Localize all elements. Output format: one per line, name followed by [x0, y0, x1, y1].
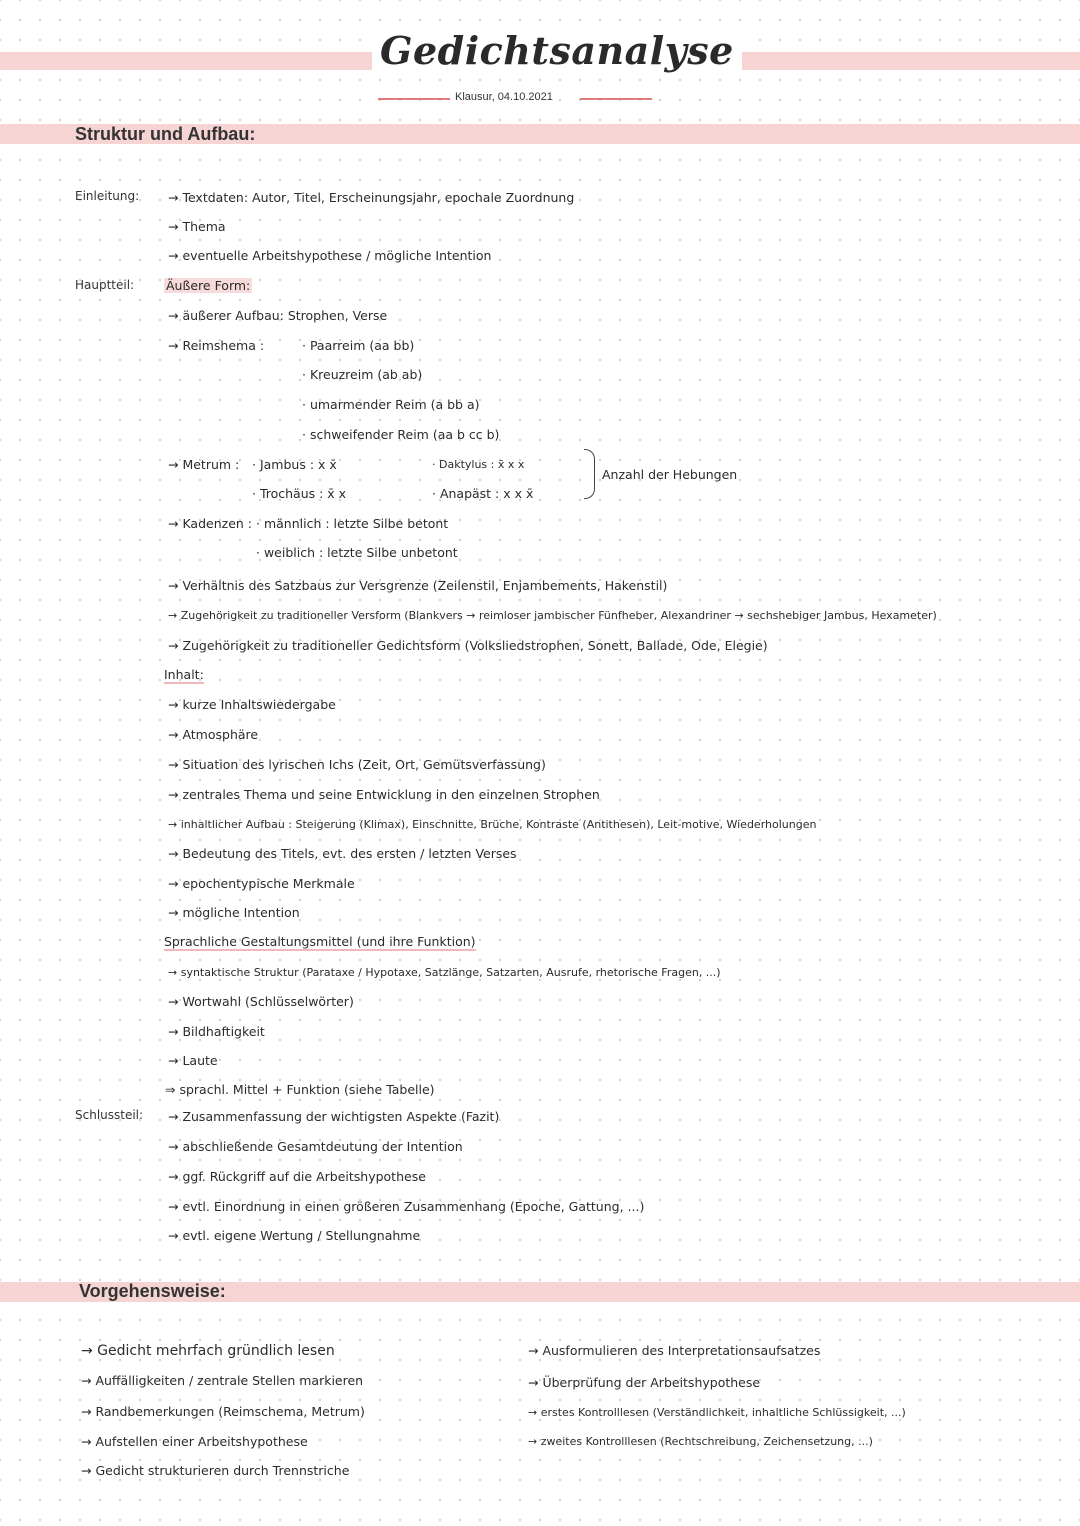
einleitung-label: Einleitung:	[75, 189, 140, 203]
procedure-item: → Randbemerkungen (Reimschema, Metrum)	[81, 1404, 365, 1419]
structure-heading: Struktur und Aufbau:	[75, 124, 256, 144]
reimschema-item: · Paarreim (aa bb)	[302, 338, 415, 353]
list-item: → Bedeutung des Titels, evt. des ersten / letzten Verses	[168, 846, 517, 861]
subtitle-rule-right	[580, 98, 652, 100]
procedure-item: → Gedicht mehrfach gründlich lesen	[81, 1343, 335, 1359]
metrum-item: · Jambus : x x̄	[252, 457, 337, 472]
sprachliche-heading	[164, 933, 476, 951]
list-item: → Zugehörigkeit zu traditioneller Gedichtsform (Volksliedstrophen, Sonett, Ballade, Ode, Elegie)	[168, 638, 768, 653]
reimschema-item: · Kreuzreim (ab ab)	[302, 367, 423, 382]
procedure-item: → Aufstellen einer Arbeitshypothese	[81, 1434, 308, 1449]
sprachliche-text: Sprachliche Gestaltungsmittel (und ihre Funktion)	[164, 934, 476, 949]
procedure-heading: Vorgehensweise:	[79, 1281, 226, 1301]
list-item: ⇒ sprachl. Mittel + Funktion (siehe Tabelle)	[165, 1082, 435, 1097]
list-item: → eventuelle Arbeitshypothese / mögliche Intention	[168, 248, 492, 263]
metrum-item: · Daktylus : x̄ x x	[432, 458, 525, 471]
list-item: → epochentypische Merkmale	[168, 876, 355, 891]
list-item: → Zugehörigkeit zu traditioneller Versform (Blankvers → reimloser jambischer Fünfheber, Alexandriner → sechshebiger Jambus, Hexameter)	[168, 609, 937, 622]
list-item: → Atmosphäre	[168, 727, 259, 742]
page-subtitle: Klausur, 04.10.2021	[452, 91, 556, 103]
list-item: → Textdaten: Autor, Titel, Erscheinungsjahr, epochale Zuordnung	[168, 190, 575, 205]
subtitle-rule-left	[378, 98, 450, 100]
list-item: → kurze Inhaltswiedergabe	[168, 697, 336, 712]
kadenzen-item: · weiblich : letzte Silbe unbetont	[256, 545, 458, 560]
metrum-label: → Metrum :	[168, 457, 240, 472]
metrum-item: · Trochäus : x̄ x	[252, 486, 347, 501]
reimschema-item: · umarmender Reim (a bb a)	[302, 397, 480, 412]
procedure-item: → Auffälligkeiten / zentrale Stellen markieren	[81, 1373, 364, 1388]
kadenzen-label: → Kadenzen :	[168, 516, 252, 531]
page-title: Gedichtsanalyse	[372, 28, 742, 73]
reimschema-item: · schweifender Reim (aa b cc b)	[302, 427, 500, 442]
list-item: → Bildhaftigkeit	[168, 1024, 265, 1039]
aeussere-form-heading	[164, 277, 252, 295]
list-item: → Situation des lyrischen Ichs (Zeit, Ort, Gemütsverfassung)	[168, 757, 546, 772]
list-item: → Laute	[168, 1053, 218, 1068]
kadenzen-item: · männlich : letzte Silbe betont	[256, 516, 449, 531]
procedure-item: → Ausformulieren des Interpretationsaufsatzes	[528, 1343, 821, 1358]
list-item: → Zusammenfassung der wichtigsten Aspekte (Fazit)	[168, 1109, 500, 1124]
list-item: → abschließende Gesamtdeutung der Intention	[168, 1139, 463, 1154]
list-item: → zentrales Thema und seine Entwicklung in den einzelnen Strophen	[168, 787, 600, 802]
list-item: → Thema	[168, 219, 226, 234]
procedure-item: → zweites Kontrolllesen (Rechtschreibung, Zeichensetzung, ...)	[528, 1435, 873, 1448]
inhalt-text: Inhalt:	[164, 667, 204, 682]
metrum-note: Anzahl der Hebungen	[602, 467, 738, 482]
list-item: → syntaktische Struktur (Parataxe / Hypotaxe, Satzlänge, Satzarten, Ausrufe, rhetorische Fragen, ...)	[168, 966, 721, 979]
list-item: → ggf. Rückgriff auf die Arbeitshypothese	[168, 1169, 426, 1184]
procedure-item: → Überprüfung der Arbeitshypothese	[528, 1375, 761, 1390]
reimschema-label: → Reimshema :	[168, 338, 265, 353]
procedure-item: → Gedicht strukturieren durch Trennstriche	[81, 1463, 350, 1478]
schlussteil-label: Schlussteil:	[75, 1108, 144, 1122]
list-item: → Verhältnis des Satzbaus zur Versgrenze (Zeilenstil, Enjambements, Hakenstil)	[168, 578, 668, 593]
list-item: → evtl. Einordnung in einen größeren Zusammenhang (Epoche, Gattung, ...)	[168, 1199, 645, 1214]
list-item: → evtl. eigene Wertung / Stellungnahme	[168, 1228, 421, 1243]
metrum-item: · Anapäst : x x x̄	[432, 486, 534, 501]
list-item: → äußerer Aufbau: Strophen, Verse	[168, 308, 388, 323]
curly-brace-icon	[584, 449, 595, 499]
list-item: → mögliche Intention	[168, 905, 300, 920]
list-item: → inhaltlicher Aufbau : Steigerung (Klimax), Einschnitte, Brüche, Kontraste (Antithesen), Leit-motive, Wiederholungen	[168, 818, 817, 831]
aeussere-form-text: Äußere Form:	[166, 278, 251, 293]
list-item: → Wortwahl (Schlüsselwörter)	[168, 994, 354, 1009]
hauptteil-label: Hauptteil:	[75, 278, 135, 292]
inhalt-heading	[164, 666, 204, 684]
procedure-item: → erstes Kontrolllesen (Verständlichkeit, inhaltliche Schlüssigkeit, ...)	[528, 1406, 906, 1419]
